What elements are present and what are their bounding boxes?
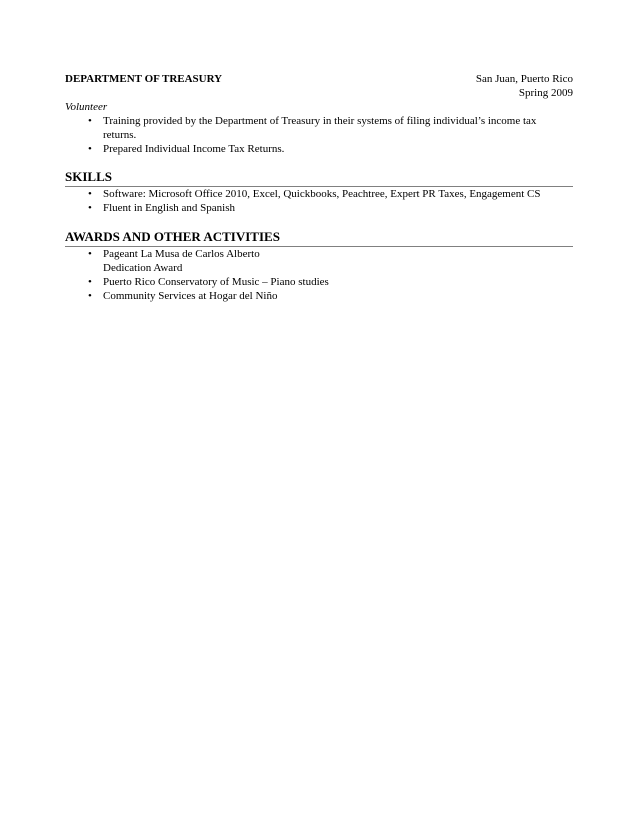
experience-bullet-list [65,114,573,156]
bullet-icon: • [88,202,92,214]
bullet-text: Community Services at Hogar del Niño [103,290,278,302]
organization-name: DEPARTMENT OF TREASURY [65,73,223,85]
job-header [65,72,573,100]
job-date: Spring 2009 [518,87,573,99]
list-item [65,201,573,215]
list-item [65,247,573,275]
bullet-text-continued: Dedication Award [103,262,183,274]
awards-heading: AWARDS AND OTHER ACTIVITIES [65,229,573,247]
bullet-text: Pageant La Musa de Carlos Alberto [103,248,260,260]
bullet-icon: • [88,290,92,302]
skills-bullet-list [65,187,573,215]
bullet-icon: • [88,248,92,260]
bullet-icon: • [88,276,92,288]
list-item [65,275,573,289]
bullet-text: Fluent in English and Spanish [103,202,235,214]
resume-page [65,72,573,303]
list-item [65,114,573,142]
location-date-block [476,72,573,100]
bullet-text: Training provided by the Department of Treasury in their systems of filing individual’s income tax [103,115,537,127]
list-item [65,187,573,201]
bullet-text: Puerto Rico Conservatory of Music – Piano studies [103,276,329,288]
list-item [65,142,573,156]
list-item [65,289,573,303]
bullet-icon: • [88,188,92,200]
job-role: Volunteer [65,101,108,113]
bullet-text: Software: Microsoft Office 2010, Excel, Quickbooks, Peachtree, Expert PR Taxes, Engagement CS [103,188,541,200]
bullet-icon: • [88,115,92,127]
bullet-text-continued: returns. [103,129,137,141]
skills-heading: SKILLS [65,169,573,187]
job-location: San Juan, Puerto Rico [475,73,573,85]
bullet-icon: • [88,143,92,155]
bullet-text: Prepared Individual Income Tax Returns. [103,143,285,155]
awards-bullet-list [65,247,573,303]
